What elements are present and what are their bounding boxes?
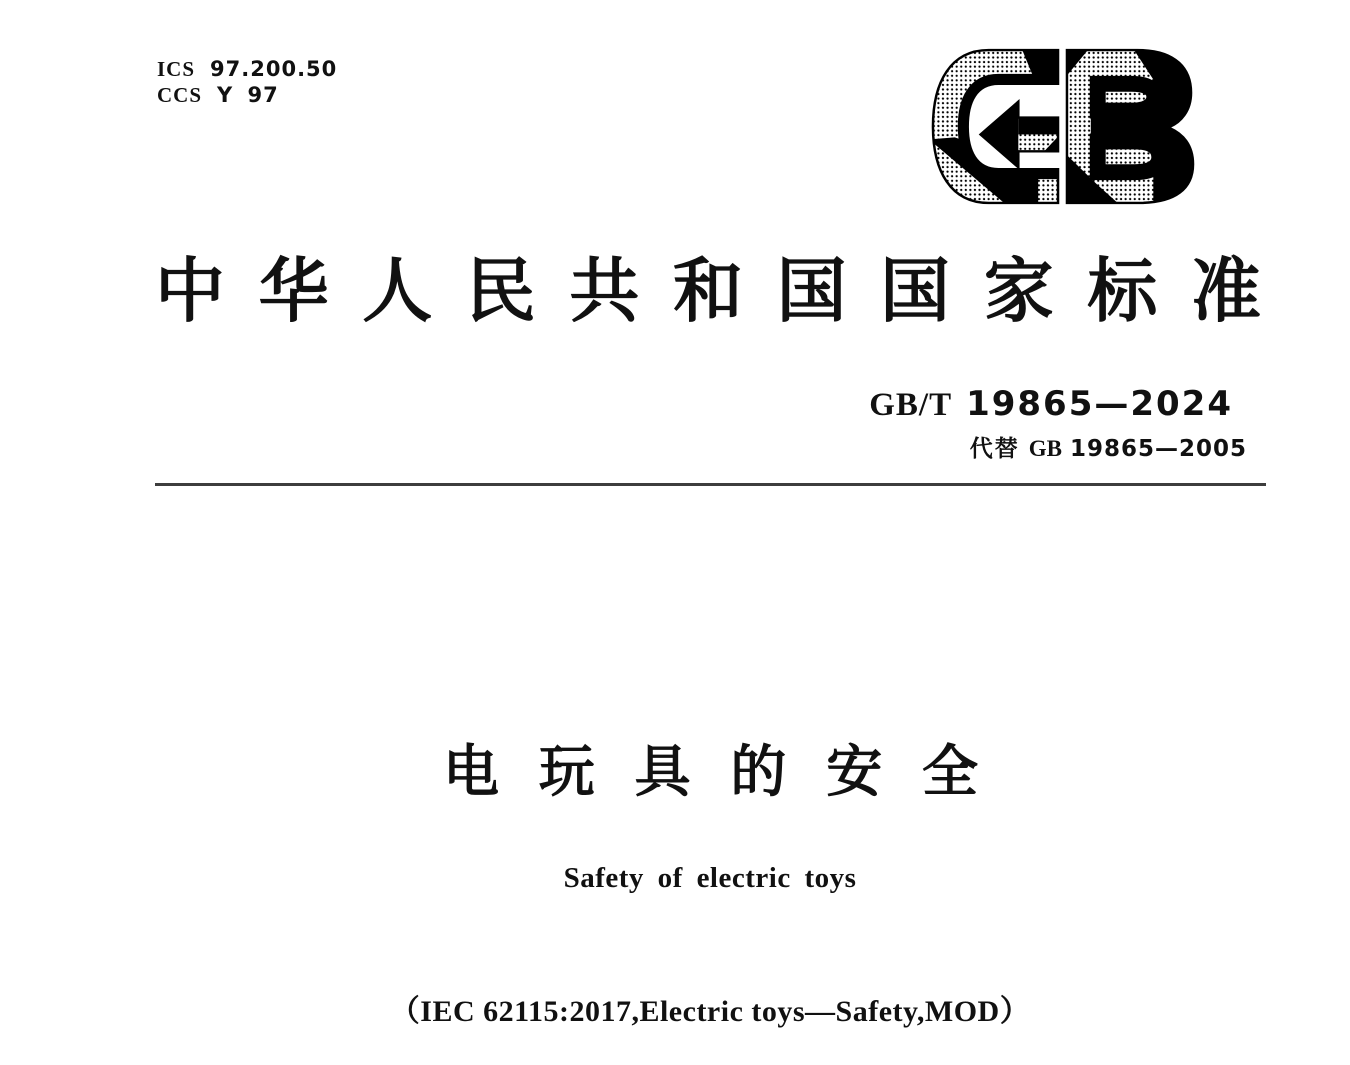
gb-logo-icon [927, 46, 1197, 207]
title-char: 中 [155, 254, 225, 331]
title-char: 全 [921, 740, 978, 803]
title-char: 电 [443, 740, 499, 803]
title-char: 具 [634, 740, 691, 803]
ccs-code-row [157, 82, 337, 108]
title-char: 准 [1190, 254, 1261, 331]
ics-code-row [157, 56, 337, 82]
title-char: 的 [730, 740, 787, 803]
title-char: 安 [826, 740, 883, 803]
title-char: 标 [1087, 254, 1158, 331]
classification-codes [157, 56, 337, 108]
title-char: 玩 [538, 740, 595, 803]
title-char: 和 [672, 254, 743, 331]
standard-code-number: 19865—2024 [966, 384, 1233, 424]
title-char: 国 [880, 254, 951, 331]
title-char: 民 [465, 254, 536, 331]
adoption-note: （IEC 62115:2017,Electric toys—Safety,MOD） [389, 995, 1031, 1028]
replaces-label: 代替 [969, 435, 1020, 461]
title-char: 家 [983, 254, 1054, 331]
title-char: 人 [362, 254, 433, 331]
replaces-code-number: 19865—2005 [1069, 436, 1247, 462]
subject-title-zh [443, 740, 978, 804]
ics-label: ICS [157, 57, 196, 81]
standard-code-prefix: GB/T [869, 387, 953, 423]
replaces-note [970, 430, 1247, 463]
replaces-code-prefix: GB [1028, 436, 1062, 461]
ccs-label: CCS [157, 83, 203, 107]
subject-title-en: Safety of electric toys [563, 862, 857, 894]
national-standard-title [155, 250, 1261, 336]
header-rule [155, 483, 1266, 486]
ics-value: 97.200.50 [210, 57, 338, 81]
title-char: 共 [569, 254, 640, 331]
title-char: 华 [258, 254, 329, 331]
standard-code [869, 384, 1233, 424]
ccs-value: Y 97 [217, 83, 279, 107]
title-char: 国 [776, 254, 847, 331]
